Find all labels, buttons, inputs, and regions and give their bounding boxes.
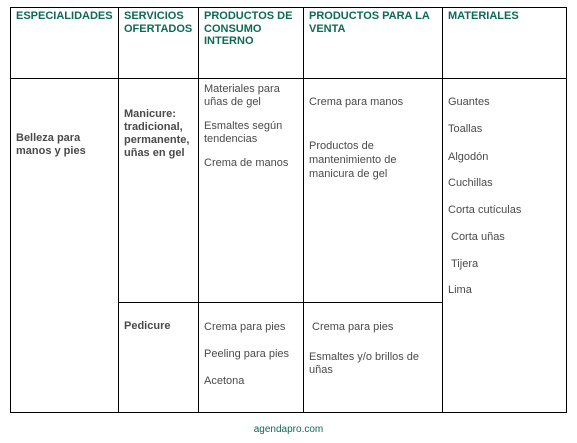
consumo-manicure-item: Materiales para uñas de gel [204, 83, 280, 108]
header-especialidades: ESPECIALIDADES [16, 10, 113, 22]
material-item: Algodón [448, 151, 489, 163]
venta-pedicure-item: Crema para pies [312, 321, 394, 333]
venta-manicure-item: Productos de mantenimiento de manicura de gel [309, 140, 397, 180]
material-item: Cuchillas [448, 177, 493, 189]
table-border-right [566, 7, 567, 413]
header-venta: PRODUCTOS PARA LA VENTA [309, 10, 430, 35]
header-materiales: MATERIALES [448, 10, 519, 22]
material-item: Corta uñas [451, 231, 505, 243]
col-divider-3 [303, 7, 304, 413]
table-border-bottom [10, 412, 567, 413]
venta-manicure-item: Crema para manos [309, 96, 404, 108]
service-pedicure: Pedicure [124, 320, 171, 332]
header-servicios: SERVICIOS OFERTADOS [124, 10, 193, 35]
col-divider-4 [442, 7, 443, 413]
pedicure-divider [118, 302, 443, 303]
header-consumo-interno: PRODUCTOS DE CONSUMO INTERNO [204, 10, 293, 47]
consumo-pedicure-item: Crema para pies [204, 321, 286, 333]
consumo-manicure-item: Esmaltes según tendencias [204, 120, 283, 145]
material-item: Guantes [448, 96, 490, 108]
consumo-pedicure-item: Acetona [204, 375, 245, 387]
material-item: Lima [448, 284, 472, 296]
table-border-left [10, 7, 11, 413]
especialidad-label: Belleza para manos y pies [16, 132, 86, 157]
venta-pedicure-item: Esmaltes y/o brillos de uñas [309, 351, 420, 376]
header-divider [10, 78, 567, 79]
services-table [10, 7, 567, 413]
table-border-top [10, 7, 567, 8]
material-item: Toallas [448, 123, 483, 135]
col-divider-1 [118, 7, 119, 413]
material-item: Corta cutículas [448, 204, 522, 216]
service-manicure: Manicure: tradicional, permanente, uñas en gel [124, 108, 190, 159]
col-divider-2 [198, 7, 199, 413]
consumo-pedicure-item: Peeling para pies [204, 348, 290, 360]
consumo-manicure-item: Crema de manos [204, 157, 289, 169]
footer-link[interactable]: agendapro.com [253, 424, 324, 435]
material-item: Tijera [451, 258, 479, 270]
